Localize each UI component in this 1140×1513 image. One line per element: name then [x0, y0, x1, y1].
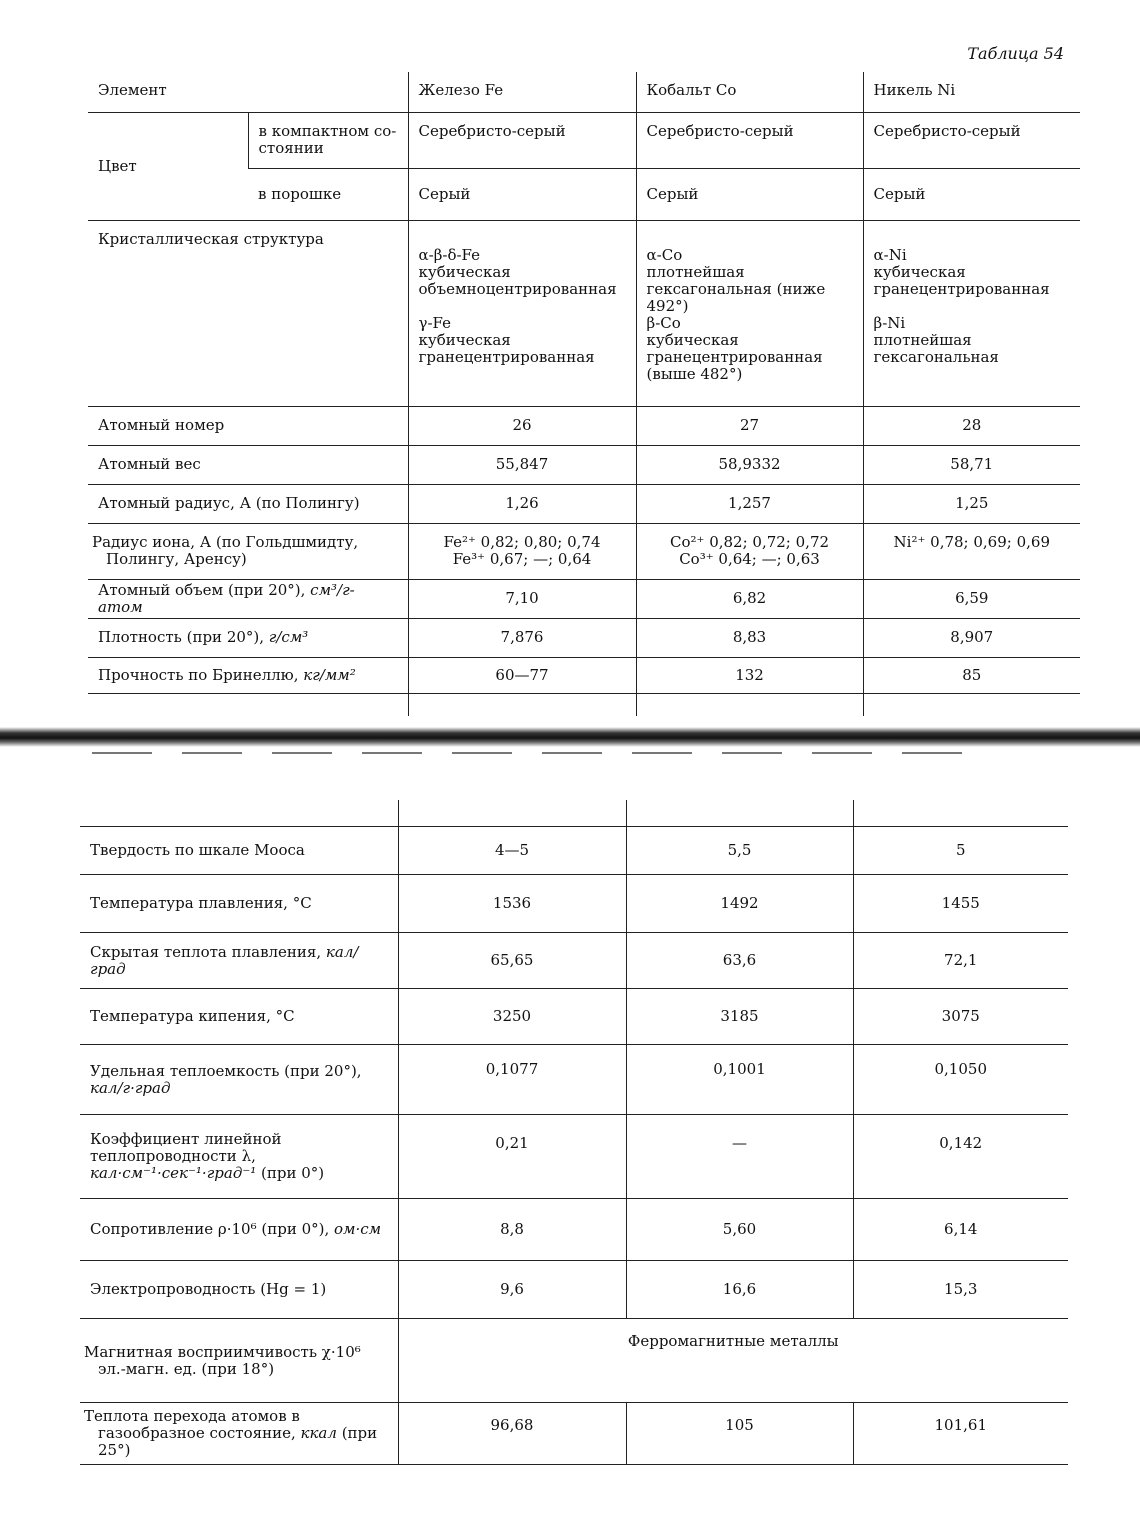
row-label: Атомный радиус, А (по Полингу): [88, 484, 408, 523]
spacer-cell: [88, 693, 408, 716]
row-label: [88, 618, 408, 657]
cell-co: 27: [636, 406, 863, 445]
cell-ni: 8,907: [863, 618, 1080, 657]
row-label: [80, 933, 398, 989]
row-label: Магнитная восприимчивость χ·10⁶ эл.-магн. ед. (при 18°): [80, 1319, 398, 1403]
properties-table-bottom: [80, 800, 1068, 1465]
cell-co: 0,1001: [626, 1045, 853, 1115]
cell-ni: Серебристо-серый: [863, 112, 1080, 168]
table-row: [88, 618, 1080, 657]
table-row: [80, 989, 1068, 1045]
row-label-text: Коэффициент линейной теплопроводности λ,: [90, 1130, 282, 1165]
cell-fe: 4—5: [398, 827, 626, 875]
table-row: [88, 523, 1080, 579]
cell-fe: 7,876: [408, 618, 636, 657]
cell-co: 5,5: [626, 827, 853, 875]
cell-co: 5,60: [626, 1199, 853, 1261]
page-tear-divider: [0, 727, 1140, 747]
table-row: [80, 1115, 1068, 1199]
cell-co: α-Co плотнейшая гексагональная (ниже 492°) β-Co кубическая гранецентрированная (выше 482°): [636, 220, 863, 406]
cell-fe: 1,26: [408, 484, 636, 523]
spacer-cell: [80, 800, 398, 827]
spacer-cell: [408, 693, 636, 716]
row-label-unit: г/см³: [268, 628, 309, 646]
color-compact-label: в компактном со- стоянии: [248, 112, 408, 168]
table-row: [88, 406, 1080, 445]
row-label-tail: (при 0°): [256, 1164, 325, 1182]
cell-fe: Fe²⁺ 0,82; 0,80; 0,74 Fe³⁺ 0,67; —; 0,64: [408, 523, 636, 579]
cell-co: 16,6: [626, 1261, 853, 1319]
table-row: [88, 657, 1080, 693]
page-tear-shadow: [92, 752, 992, 754]
table-row: [88, 484, 1080, 523]
row-label: Атомный номер: [88, 406, 408, 445]
color-powder-label: в порошке: [248, 168, 408, 220]
header-element: Элемент: [88, 72, 408, 112]
row-label: Электропроводность (Hg = 1): [80, 1261, 398, 1319]
cell-co: —: [626, 1115, 853, 1199]
row-label-unit: кг/мм²: [303, 665, 356, 684]
cell-co: 8,83: [636, 618, 863, 657]
properties-table-top: [88, 72, 1080, 716]
cell-co: Серебристо-серый: [636, 112, 863, 168]
row-label-text: Плотность (при 20°),: [98, 628, 269, 646]
cell-ni: 3075: [853, 989, 1068, 1045]
cell-ni: 6,59: [863, 579, 1080, 618]
row-label: Атомный вес: [88, 445, 408, 484]
table-spacer-row: [88, 693, 1080, 716]
cell-co: 1492: [626, 875, 853, 933]
cell-fe: 26: [408, 406, 636, 445]
row-label: [80, 1199, 398, 1261]
cell-fe: 7,10: [408, 579, 636, 618]
table-row: [88, 112, 1080, 168]
row-label: Твердость по шкале Мооса: [80, 827, 398, 875]
row-label: [88, 579, 408, 618]
cell-fe: 3250: [398, 989, 626, 1045]
cell-fe: 96,68: [398, 1403, 626, 1465]
table-row: [88, 220, 1080, 406]
table-spacer-row: [80, 800, 1068, 827]
row-label-unit: ккал: [300, 1424, 337, 1442]
cell-ni: 5: [853, 827, 1068, 875]
table-row: [80, 827, 1068, 875]
cell-fe: Серый: [408, 168, 636, 220]
row-label: [80, 1045, 398, 1115]
header-iron: Железо Fe: [408, 72, 636, 112]
row-label-text: Скрытая теплота плавления,: [90, 942, 326, 961]
header-cobalt: Кобальт Co: [636, 72, 863, 112]
row-label: [88, 657, 408, 693]
row-label-unit: ом·см: [334, 1220, 382, 1238]
spacer-cell: [626, 800, 853, 827]
cell-ni: 85: [863, 657, 1080, 693]
cell-ni: 0,142: [853, 1115, 1068, 1199]
cell-ni: Ni²⁺ 0,78; 0,69; 0,69: [863, 523, 1080, 579]
cell-co: 1,257: [636, 484, 863, 523]
cell-fe: 0,21: [398, 1115, 626, 1199]
cell-fe: α-β-δ-Fe кубическая объемноцентрированная γ-Fe кубическая гранецентрированная: [408, 220, 636, 406]
cell-ni: 1,25: [863, 484, 1080, 523]
row-label-text: Сопротивление ρ·10⁶ (при 0°),: [90, 1220, 335, 1238]
cell-fe: 65,65: [398, 933, 626, 989]
cell-fe: Серебристо-серый: [408, 112, 636, 168]
row-label-text: Удельная теплоемкость (при 20°),: [90, 1061, 362, 1080]
row-label: Радиус иона, А (по Гольдшмидту, Полингу, Аренсу): [88, 523, 408, 579]
spacer-cell: [636, 693, 863, 716]
cell-co: Серый: [636, 168, 863, 220]
cell-co: 132: [636, 657, 863, 693]
table-row: [88, 445, 1080, 484]
row-label: Температура плавления, °С: [80, 875, 398, 933]
cell-fe: 55,847: [408, 445, 636, 484]
cell-fe: 8,8: [398, 1199, 626, 1261]
table-row: [80, 933, 1068, 989]
cell-co: Co²⁺ 0,82; 0,72; 0,72 Co³⁺ 0,64; —; 0,63: [636, 523, 863, 579]
row-label-text: Прочность по Бринеллю,: [98, 665, 304, 684]
table-row: [80, 1199, 1068, 1261]
cell-co: 58,9332: [636, 445, 863, 484]
color-label: Цвет: [88, 112, 248, 220]
cell-ni: 58,71: [863, 445, 1080, 484]
row-label: [80, 1403, 398, 1465]
structure-label: Кристаллическая структура: [88, 220, 408, 406]
table-row: [80, 1319, 1068, 1403]
cell-ni: Серый: [863, 168, 1080, 220]
row-label-unit: кал/г·град: [90, 1078, 171, 1097]
cell-ni: 28: [863, 406, 1080, 445]
cell-co: 3185: [626, 989, 853, 1045]
cell-ni: 101,61: [853, 1403, 1068, 1465]
cell-co: 105: [626, 1403, 853, 1465]
row-label-unit: см³/г-атом: [98, 580, 355, 616]
row-label-tail: (при 25°): [98, 1424, 378, 1459]
cell-fe: 9,6: [398, 1261, 626, 1319]
header-row: [88, 72, 1080, 112]
row-label-unit: кал/град: [90, 942, 359, 978]
header-nickel: Никель Ni: [863, 72, 1080, 112]
table-row: [88, 579, 1080, 618]
spacer-cell: [398, 800, 626, 827]
cell-ni: α-Ni кубическая гранецентрированная β-Ni плотнейшая гексагональная: [863, 220, 1080, 406]
cell-fe: 1536: [398, 875, 626, 933]
spacer-cell: [853, 800, 1068, 827]
row-label-text: Атомный объем (при 20°),: [98, 580, 311, 599]
cell-ni: 6,14: [853, 1199, 1068, 1261]
table-row: [80, 1261, 1068, 1319]
cell-ni: 1455: [853, 875, 1068, 933]
row-label: Температура кипения, °С: [80, 989, 398, 1045]
cell-ni: 0,1050: [853, 1045, 1068, 1115]
row-label-text: Теплота перехода атомов в газообразное состояние,: [84, 1407, 301, 1442]
cell-co: 6,82: [636, 579, 863, 618]
spacer-cell: [863, 693, 1080, 716]
cell-fe: 0,1077: [398, 1045, 626, 1115]
magnetic-value: Ферромагнитные металлы: [398, 1319, 1068, 1403]
table-caption: Таблица 54: [967, 44, 1064, 63]
table-row: [80, 1045, 1068, 1115]
cell-co: 63,6: [626, 933, 853, 989]
cell-ni: 72,1: [853, 933, 1068, 989]
row-label: [80, 1115, 398, 1199]
cell-fe: 60—77: [408, 657, 636, 693]
table-row: [80, 875, 1068, 933]
cell-ni: 15,3: [853, 1261, 1068, 1319]
table-row: [80, 1403, 1068, 1465]
row-label-unit: кал·см⁻¹·сек⁻¹·град⁻¹: [90, 1164, 257, 1182]
